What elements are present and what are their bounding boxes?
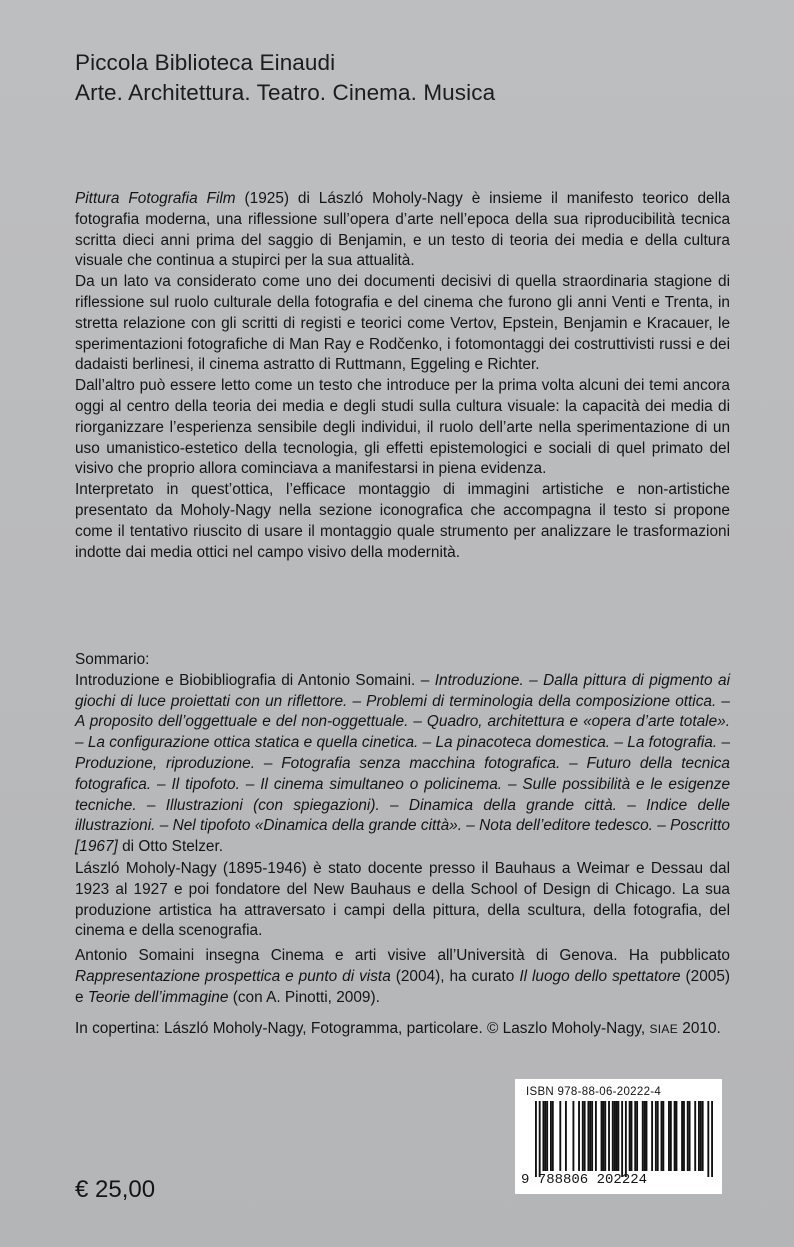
barcode-bar xyxy=(559,1101,561,1171)
barcode-bar xyxy=(711,1101,713,1177)
isbn-barcode xyxy=(515,1079,722,1194)
barcode-bar xyxy=(634,1101,636,1171)
description-paragraph: Interpretato in quest’ottica, l’efficace montaggio di immagini artistiche e non-artistiche presentato da Moholy-Nagy nella sezione iconografica che accompagna il testo si propone come il tentativo riuscito di usare il montaggio quale strumento per analizzare le trasformazioni indotte dai media ottici nel campo visivo della modernità. xyxy=(75,481,730,561)
barcode-bar xyxy=(655,1101,657,1171)
barcode-bar xyxy=(608,1101,610,1171)
barcode-bar xyxy=(578,1101,580,1171)
barcode-bar xyxy=(676,1101,678,1171)
barcode-bar xyxy=(587,1101,589,1171)
barcode-bar xyxy=(544,1101,546,1171)
toc-chapters: Introduzione. – Dalla pittura di pigmento ai giochi di luce proiettati con un riflettore. – Problemi di terminologia della composizione ottica. – A proposito dell’oggettuale e del non-oggettuale. – Quadro, architettura e «opera d’arte totale». – La configurazione ottica statica e quella cinetica. – La pinacoteca domestica. – La fotografia. – Produzione, riproduzione. – Fotografia senza macchina fotografica. – Futuro della tecnica fotografica. – Il tipofoto. – Il cinema simultaneo o policinema. – Sulle possibilità e le esigenze tecniche. – Illustrazioni (con spiegazioni). – Dinamica della grande città. – Indice delle illustrazioni. – Nel tipofoto «Dinamica della grande città». – Nota dell’editore tedesco. – Poscritto [1967] xyxy=(75,671,730,856)
barcode-bar xyxy=(651,1101,653,1171)
barcode-bar xyxy=(681,1101,683,1171)
barcode-bar xyxy=(631,1101,633,1171)
book-description xyxy=(75,189,730,563)
barcode-bar xyxy=(636,1101,638,1171)
series-header xyxy=(75,48,495,108)
barcode-bar xyxy=(614,1101,616,1171)
barcode-bar xyxy=(542,1101,544,1171)
isbn-label: ISBN 978-88-06-20222-4 xyxy=(526,1086,662,1098)
barcode-bar xyxy=(644,1101,646,1171)
barcode-bar xyxy=(591,1101,593,1171)
table-of-contents xyxy=(75,650,730,858)
series-name: Piccola Biblioteca Einaudi xyxy=(75,50,336,75)
siae-mark: SIAE xyxy=(649,1022,679,1036)
toc-body: Introduzione e Biobibliografia di Antonio Somaini. – Introduzione. – Dalla pittura di pigmento ai giochi di luce proiettati con un riflettore. – Problemi di terminologia della composizione ottica. – A proposito dell’oggettuale e del non-oggettuale. – Quadro, architettura e «opera d’arte totale». – La configurazione ottica statica e quella cinetica. – La pinacoteca domestica. – La fotografia. – Produzione, riproduzione. – Fotografia senza macchina fotografica. – Futuro della tecnica fotografica. – Il tipofoto. – Il cinema simultaneo o policinema. – Sulle possibilità e le esigenze tecniche. – Illustrazioni (con spiegazioni). – Dinamica della grande città. – Indice delle illustrazioni. – Nel tipofoto «Dinamica della grande città». – Nota dell’editore tedesco. – Poscritto [1967] di Otto Stelzer. xyxy=(75,671,730,856)
toc-heading: Sommario: xyxy=(75,651,150,668)
price: € 25,00 xyxy=(75,1176,156,1203)
author-bio: László Moholy-Nagy (1895-1946) è stato docente presso il Bauhaus a Weimar e Dessau dal 1923 al 1927 e poi fondatore del New Bauhaus e della School of Design di Chicago. La sua produzione artistica ha attraversato i campi della pittura, della scultura, della fotografia, del cinema e della scenografia. xyxy=(75,860,730,940)
barcode-bar xyxy=(612,1101,614,1171)
series-categories: Arte. Architettura. Teatro. Cinema. Musica xyxy=(75,80,496,105)
barcode-bar xyxy=(546,1101,548,1171)
barcode-bar xyxy=(595,1101,597,1171)
barcode-bar xyxy=(707,1101,709,1177)
barcode-bars xyxy=(535,1101,713,1177)
barcode-bar xyxy=(657,1101,659,1171)
barcode-bar xyxy=(700,1101,702,1171)
barcode-bar xyxy=(617,1101,619,1171)
barcode-bar xyxy=(589,1101,591,1171)
barcode-bar xyxy=(642,1101,644,1171)
barcode-bar xyxy=(565,1101,567,1171)
barcode-bar xyxy=(662,1101,664,1171)
description-paragraph: Dall’altro può essere letto come un testo che introduce per la prima volta alcuni dei temi ancora oggi al centro della teoria dei media e degli studi sulla cultura visuale: la capacità dei media di riorganizzare l’esperienza sensibile degli individui, il ruolo dell’arte nella sperimentazione di un uso umanistico-estetico della tecnologia, gli effetti epistemologici e sociali di quel primato del visivo che proprio allora cominciava a manifestarsi in piena evidenza. xyxy=(75,377,730,478)
barcode-bar xyxy=(602,1101,604,1171)
book-title: Pittura Fotografia Film xyxy=(75,190,236,207)
barcode-bar xyxy=(698,1101,700,1171)
description-paragraph: Pittura Fotografia Film (1925) di László Moholy-Nagy è insieme il manifesto teorico della fotografia moderna, una riflessione sull’opera d’arte nell’epoca della sua riproducibilità tecnica scritta dieci anni prima del saggio di Benjamin, e un testo di teoria dei media e della cultura visuale che continua a stupirci per la sua attualità. xyxy=(75,190,730,270)
barcode-bar xyxy=(646,1101,648,1171)
barcode-bar xyxy=(661,1101,663,1171)
barcode-bar xyxy=(687,1101,689,1171)
barcode-bar xyxy=(552,1101,554,1171)
description-paragraph: Da un lato va considerato come uno dei documenti decisivi di quella straordinaria stagione di riflessione sul ruolo culturale della fotografia e del cinema che furono gli anni Venti e Trenta, in stretta relazione con gli scritti di registi e teorici come Vertov, Epstein, Benjamin e Kracauer, le sperimentazioni fotografiche di Man Ray e Rodčenko, i fotomontaggi dei costruttivisti russi e dei dadaisti berlinesi, il cinema astratto di Ruttmann, Eggeling e Richter. xyxy=(75,273,730,374)
barcode-bar xyxy=(601,1101,603,1171)
cover-credit: In copertina: László Moholy-Nagy, Fotogramma, particolare. © Laszlo Moholy-Nagy, SIAE 2010. xyxy=(75,1020,721,1037)
barcode-bar xyxy=(584,1101,586,1171)
barcode-bar xyxy=(689,1101,691,1171)
editor-bio: Antonio Somaini insegna Cinema e arti visive all’Università di Genova. Ha pubblicato Rappresentazione prospettica e punto di vista (2004), ha curato Il luogo dello spettatore (2005) e Teorie dell’immagine (con A. Pinotti, 2009). xyxy=(75,947,731,1006)
barcode-bar xyxy=(683,1101,685,1171)
barcode-bar xyxy=(572,1101,574,1171)
barcode-bar xyxy=(582,1101,584,1171)
barcode-bar xyxy=(616,1101,618,1171)
barcode-bar xyxy=(674,1101,676,1171)
barcode-bar xyxy=(629,1101,631,1171)
barcode-bar xyxy=(702,1101,704,1171)
barcode-bar xyxy=(535,1101,537,1177)
barcode-bar xyxy=(670,1101,672,1171)
barcode-bar xyxy=(604,1101,606,1171)
isbn-digits: 9 788806 202224 xyxy=(521,1172,648,1188)
barcode-bar xyxy=(668,1101,670,1171)
barcode-bar xyxy=(550,1101,552,1171)
barcode-bar xyxy=(625,1101,627,1177)
barcode-bar xyxy=(539,1101,541,1177)
barcode-bar xyxy=(621,1101,623,1177)
barcode-bar xyxy=(694,1101,696,1171)
